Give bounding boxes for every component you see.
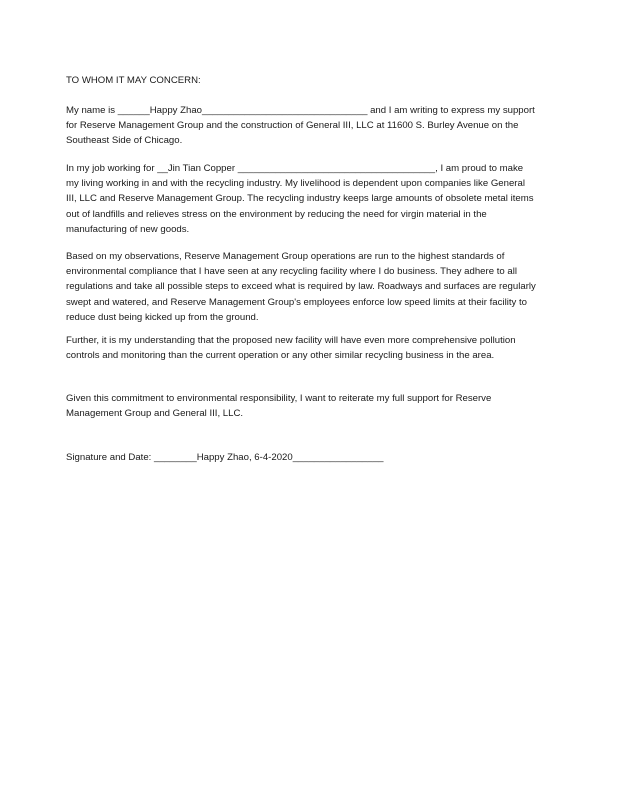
name-prefix: My name is xyxy=(66,105,118,116)
signature-value: ________Happy Zhao, 6-4-2020_________________ xyxy=(154,452,384,463)
paragraph-introduction xyxy=(66,103,536,149)
name-field: ______Happy Zhao_______________________________ xyxy=(117,105,368,116)
employer-prefix: In my job working for xyxy=(66,163,158,174)
paragraph-support: Given this commitment to environmental responsibility, I want to reiterate my full support for Reserve Management Group and General III, LLC. xyxy=(66,393,492,420)
employment-text: , I am proud to make my living working in and with the recycling industry. My livelihood is dependent upon companies like General III, LLC and Reserve Management Group. The recycling industry keeps large amounts of obsolete metal items out of landfills and relieves stress on the environment by reducing the need for virgin material in the manufacturing of new goods. xyxy=(66,163,534,235)
paragraph-employment xyxy=(66,161,536,237)
paragraph-new-facility: Further, it is my understanding that the proposed new facility will have even more comprehensive pollution controls and monitoring than the current operation or any other similar recycling business in the area. xyxy=(66,335,516,362)
salutation: TO WHOM IT MAY CONCERN: xyxy=(66,75,201,86)
introduction-text: and I am writing to express my support for Reserve Management Group and the construction of General III, LLC at 11600 S. Burley Avenue on the Southeast Side of Chicago. xyxy=(66,105,535,147)
paragraph-observations: Based on my observations, Reserve Management Group operations are run to the highest standards of environmental compliance that I have seen at any recycling facility where I do business. They adhere to all regulations and take all possible steps to exceed what is required by law. Roadways and surfaces are regularly swept and watered, and Reserve Management Group's employees enforce low speed limits at their facility to reduce dust being kicked up from the ground. xyxy=(66,251,536,323)
employer-field: __Jin Tian Copper _____________________________________ xyxy=(157,163,436,174)
signature-label: Signature and Date: xyxy=(66,452,155,463)
signature-line xyxy=(66,450,536,465)
